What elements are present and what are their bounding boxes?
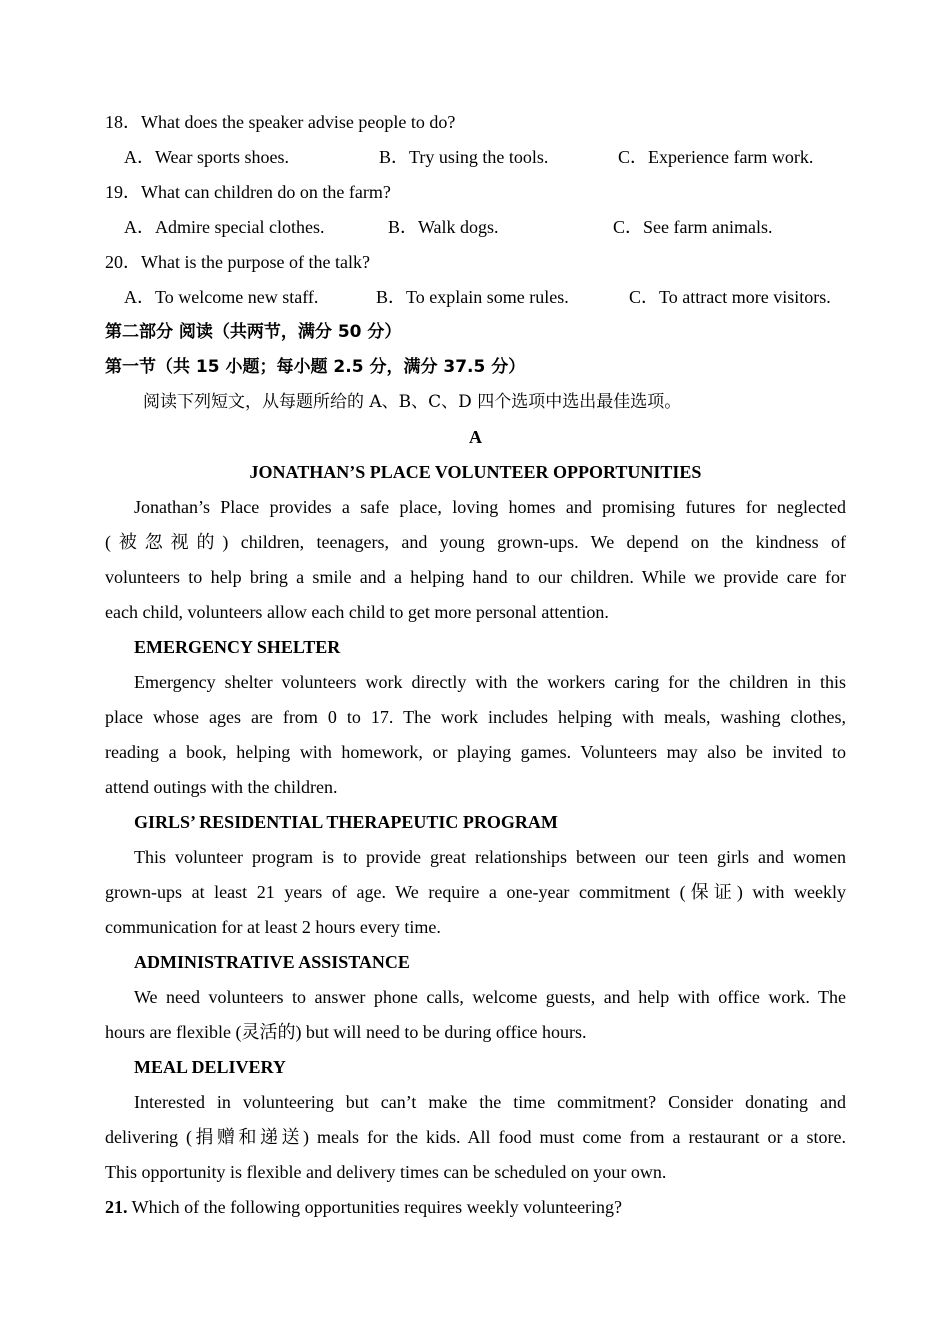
intro-line: volunteers to help bring a smile and a helping hand to our children. While we provide care for: [105, 567, 846, 587]
administrative-heading: ADMINISTRATIVE ASSISTANCE: [134, 952, 410, 972]
section-one-heading: 第一节（共 15 小题；每小题 2.5 分，满分 37.5 分）: [105, 357, 526, 377]
girls-program-heading: GIRLS’ RESIDENTIAL THERAPEUTIC PROGRAM: [134, 812, 558, 832]
admin-line: hours are flexible (灵活的) but will need to be during office hours.: [105, 1022, 587, 1042]
question-20-option-b: B．To explain some rules.: [376, 287, 569, 307]
question-18-option-a: A．Wear sports shoes.: [124, 147, 290, 167]
exam-page: [105, 105, 846, 1225]
question-19-option-c: C．See farm animals.: [613, 217, 773, 237]
question-18-option-c: C．Experience farm work.: [618, 147, 814, 167]
intro-paragraph: [105, 490, 846, 630]
passage-title: JONATHAN’S PLACE VOLUNTEER OPPORTUNITIES: [249, 462, 702, 482]
emergency-shelter-heading: EMERGENCY SHELTER: [134, 637, 341, 657]
shelter-line: place whose ages are from 0 to 17. The work includes helping with meals, washing clothes,: [105, 707, 846, 727]
part-two-heading: 第二部分 阅读（共两节，满分 50 分）: [105, 322, 402, 342]
question-19-option-a: A．Admire special clothes.: [124, 217, 325, 237]
shelter-line: reading a book, helping with homework, or playing games. Volunteers may also be invited to: [105, 742, 846, 762]
question-20-options: [105, 280, 846, 315]
administrative-paragraph: [105, 980, 846, 1050]
question-21-number: 21.: [105, 1197, 128, 1217]
intro-line: (被忽视的) children, teenagers, and young grown-ups. We depend on the kindness of: [105, 532, 846, 552]
question-18-option-b: B．Try using the tools.: [379, 147, 549, 167]
question-20-option-c: C．To attract more visitors.: [629, 287, 831, 307]
girls-line: grown-ups at least 21 years of age. We require a one-year commitment (保证) with weekly: [105, 882, 846, 902]
meal-line: Interested in volunteering but can’t make the time commitment? Consider donating and: [134, 1092, 846, 1112]
admin-line: We need volunteers to answer phone calls, welcome guests, and help with office work. The: [134, 987, 846, 1007]
girls-program-paragraph: [105, 840, 846, 945]
question-19-stem: 19．What can children do on the farm?: [105, 182, 391, 202]
question-21: [105, 1190, 846, 1225]
meal-delivery-heading: MEAL DELIVERY: [134, 1057, 286, 1077]
question-19-options: [105, 210, 846, 245]
question-18-options: [105, 140, 846, 175]
question-20-stem: 20．What is the purpose of the talk?: [105, 252, 370, 272]
question-21-stem: Which of the following opportunities requires weekly volunteering?: [127, 1197, 623, 1217]
girls-line: This volunteer program is to provide great relationships between our teen girls and women: [134, 847, 846, 867]
meal-delivery-paragraph: [105, 1085, 846, 1190]
girls-line: communication for at least 2 hours every time.: [105, 917, 441, 937]
shelter-line: Emergency shelter volunteers work directly with the workers caring for the children in this: [134, 672, 846, 692]
emergency-shelter-paragraph: [105, 665, 846, 805]
question-18-stem: 18．What does the speaker advise people to do?: [105, 112, 456, 132]
reading-instruction: 阅读下列短文，从每题所给的 A、B、C、D 四个选项中选出最佳选项。: [143, 392, 682, 412]
meal-line: This opportunity is flexible and delivery times can be scheduled on your own.: [105, 1162, 667, 1182]
meal-line: delivering (捐赠和递送) meals for the kids. All food must come from a restaurant or a store.: [105, 1127, 846, 1147]
question-19-option-b: B．Walk dogs.: [388, 217, 499, 237]
intro-line: Jonathan’s Place provides a safe place, loving homes and promising futures for neglected: [134, 497, 846, 517]
shelter-line: attend outings with the children.: [105, 777, 338, 797]
passage-letter: A: [469, 427, 482, 447]
question-20-option-a: A．To welcome new staff.: [124, 287, 319, 307]
intro-line: each child, volunteers allow each child to get more personal attention.: [105, 602, 609, 622]
